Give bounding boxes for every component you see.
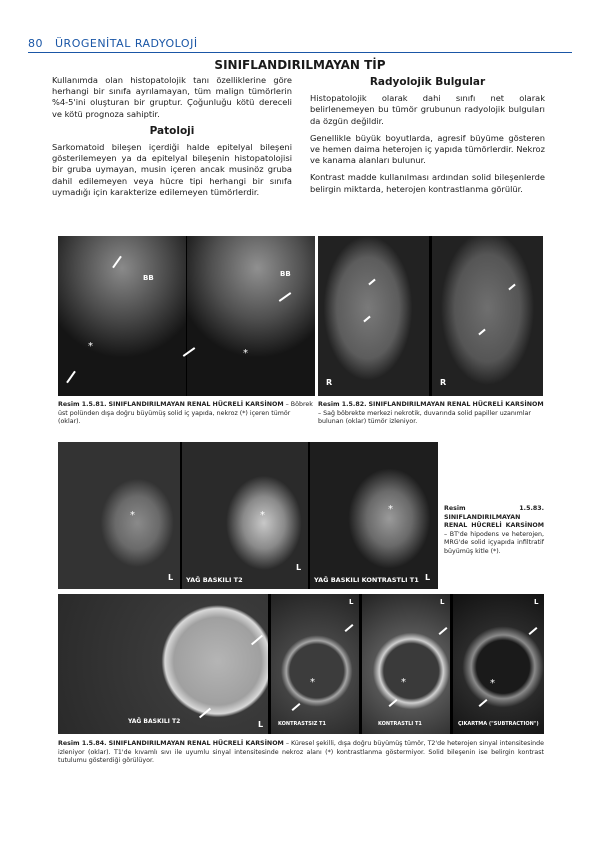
t2-fatsat-panel [58, 594, 268, 734]
overlay-bb-2: BB [280, 270, 291, 278]
figure-2-text: – Sağ böbrekte merkezi nekrotik, duvarında solid papiller uzanımlar bulunan (oklar) tümör izleniyor. [318, 409, 531, 425]
radiology-heading: Radyolojik Bulgular [369, 76, 486, 88]
radiology-paragraph-1: Histopatolojik olarak dahi sınıfı net olarak belirlenemeyen bu tümör grubunun radyolojik bulguları da özgün değildir. [310, 93, 545, 126]
page-number: 80 [28, 37, 43, 50]
ct-panel-left [318, 236, 429, 396]
figure-4-text: – Küresel şekilli, dışa doğru büyümüş tümör, T2'de heterojen sinyal intensitesinde izleniyor (oklar). T1'de kıvamlı sıvı ile uyumlu sinyal intensitesinde nekroz alanı (*) kontrastlanma göstermiyor. Solid bileşenin ise belirgin kontrast tutulumu gösterdiği görülüyor. [58, 740, 544, 764]
figure-1-image [58, 236, 315, 396]
mass-star-2: * [260, 510, 265, 521]
figure-3-label: Resim 1.5.83. [444, 505, 544, 512]
figure-4-title: SINIFLANDIRILMAYAN RENAL HÜCRELİ KARSİNOM [108, 740, 284, 747]
necrosis-star-c: * [490, 678, 495, 689]
figure-4-image [58, 594, 544, 734]
header-rule [28, 52, 572, 53]
figure-4-panel-3-label: KONTRASTLI T1 [378, 721, 422, 727]
ultrasound-panel-right [187, 236, 315, 396]
section-title: ÜROGENİTAL RADYOLOJİ [55, 37, 198, 50]
figure-1-title: SINIFLANDIRILMAYAN RENAL HÜCRELİ KARSİNOM [108, 401, 284, 408]
overlay-bb-1: BB [143, 274, 154, 282]
necrosis-star-a: * [310, 677, 315, 688]
left-column [52, 75, 292, 204]
figure-3-panel-2-label: YAĞ BASKILI T2 [186, 576, 243, 584]
ct-panel-right [432, 236, 543, 396]
mass-star-1: * [130, 510, 135, 521]
t1-contrast-panel [362, 594, 450, 734]
figure-4-panel-4-label: ÇIKARTMA ("SUBTRACTION") [458, 721, 539, 727]
figure-2-image [318, 236, 543, 396]
figure-1-caption [58, 401, 314, 427]
right-column [310, 75, 545, 201]
overlay-l-2: L [296, 563, 302, 572]
figure-3-title: SINIFLANDIRILMAYAN RENAL HÜCRELİ KARSİNOM [444, 513, 544, 529]
chapter-title: SINIFLANDIRILMAYAN TİP [214, 58, 386, 72]
figure-4-panel-1-label: YAĞ BASKILI T2 [128, 718, 181, 725]
figure-3-text: – BT'de hipodens ve heterojen, MRG'de solid içyapıda infiltratif büyümüş kitle (*). [444, 530, 544, 555]
figure-2-caption [318, 401, 544, 427]
overlay-l-6: L [440, 598, 445, 606]
t1-noncontrast-panel [271, 594, 359, 734]
ct-panel [58, 442, 180, 589]
t2-panel [182, 442, 308, 589]
t1-contrast-panel [310, 442, 438, 589]
overlay-l-7: L [534, 598, 539, 606]
overlay-l-3: L [425, 573, 431, 582]
necrosis-star-b: * [401, 677, 406, 688]
pathology-heading: Patoloji [149, 124, 195, 137]
figure-3-image [58, 442, 438, 589]
overlay-l-5: L [349, 598, 354, 606]
figure-4-label: Resim 1.5.84. [58, 740, 107, 747]
radiology-paragraph-3: Kontrast madde kullanılması ardından solid bileşenlerde belirgin miktarda, heterojen kontrastlanma görülür. [310, 172, 545, 194]
pathology-paragraph: Sarkomatoid bileşen içerdiği halde epitelyal bileşeni gösterilemeyen ya da epitelyal bileşenin histopatolojisi bir gruba uymayan, musin içeren ancak musinöz gruba dahil edilemeyen veya hücre tipi herhangi bir sınıfa uymadığı için karakterize edilemeyen tümörlerdir. [52, 142, 292, 197]
running-header [28, 37, 198, 50]
ultrasound-panel-left [58, 236, 186, 396]
figure-4-caption [58, 740, 544, 766]
overlay-r-2: R [440, 378, 447, 387]
figure-2-label: Resim 1.5.82. [318, 401, 367, 408]
necrosis-star-2: * [243, 348, 248, 359]
overlay-l-4: L [258, 720, 264, 729]
radiology-paragraph-2: Genellikle büyük boyutlarda, agresif büyüme gösteren ve hemen daima heterojen iç yapıda tümörlerdir. Nekroz ve kanama alanları bulunur. [310, 132, 545, 166]
figure-3-panel-3-label: YAĞ BASKILI KONTRASTLI T1 [314, 576, 419, 584]
figure-4-panel-2-label: KONTRASTSIZ T1 [278, 721, 326, 727]
mass-star-3: * [388, 504, 393, 515]
figure-1-label: Resim 1.5.81. [58, 401, 107, 408]
intro-paragraph: Kullanımda olan histopatolojik tanı özelliklerine göre herhangi bir sınıfa ayrılamayan, tüm malign tümörlerin %4-5'ini oluşturan bir gruptur. Çoğunluğu kötü dereceli ve kötü prognoza sahiptir. [52, 75, 292, 119]
overlay-r-1: R [326, 378, 333, 387]
subtraction-panel [453, 594, 544, 734]
necrosis-star-1: * [88, 341, 93, 352]
overlay-l-1: L [168, 573, 174, 582]
figure-2-title: SINIFLANDIRILMAYAN RENAL HÜCRELİ KARSİNOM [368, 401, 544, 408]
figure-3-caption [444, 505, 544, 556]
figure-1-text: – Böbrek üst polünden dışa doğru büyümüş solid iç yapıda, nekroz (*) içeren tümör (oklar). [58, 401, 313, 425]
